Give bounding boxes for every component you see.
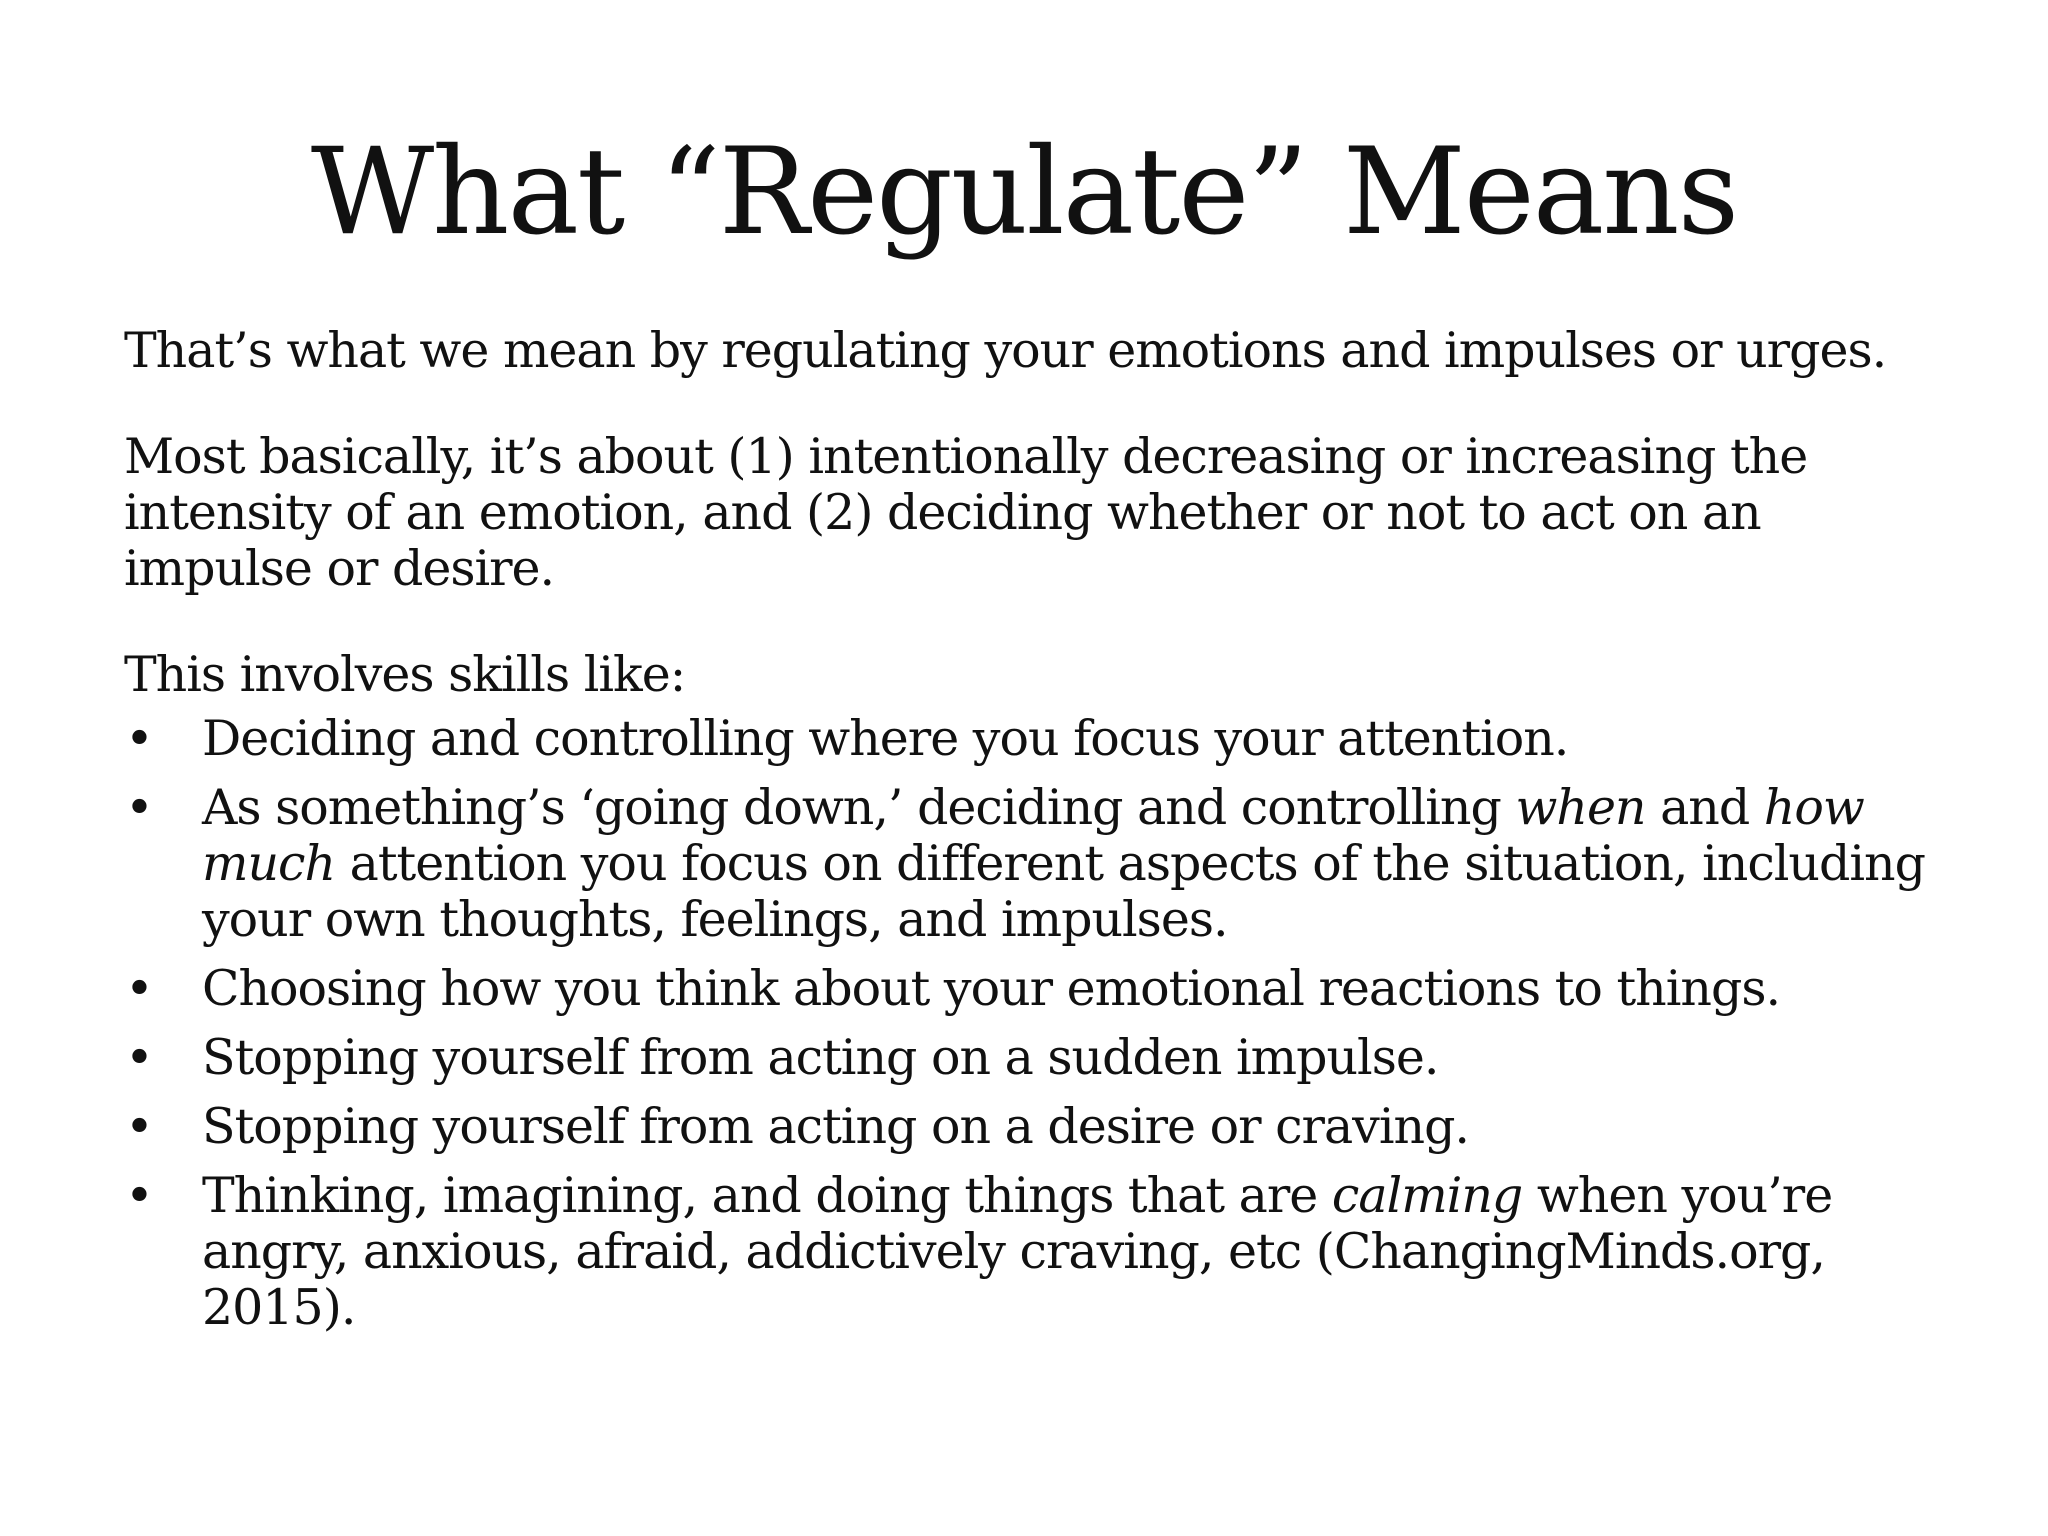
bullet-text: Stopping yourself from acting on a desire or craving.: [202, 1098, 1470, 1155]
bullet-text-part: Thinking, imagining, and doing things that are: [202, 1167, 1332, 1224]
paragraph-definition: That’s what we mean by regulating your emotions and impulses or urges.: [124, 322, 1887, 379]
list-item: [124, 1099, 1954, 1155]
bullet-text: [202, 1167, 1832, 1336]
bullet-text: Stopping yourself from acting on a sudden impulse.: [202, 1029, 1439, 1086]
bullet-text: [202, 779, 1925, 948]
emphasis-how-much: how much: [202, 779, 1864, 892]
bullet-text: Deciding and controlling where you focus your attention.: [202, 710, 1569, 767]
emphasis-when: when: [1515, 779, 1646, 836]
paragraph-basics: Most basically, it’s about (1) intentionally decreasing or increasing the intensity of an emotion, and (2) deciding whether or not to act on an impulse or desire.: [124, 428, 1808, 597]
slide-title: What “Regulate” Means: [310, 123, 1738, 262]
skills-list: [124, 711, 1954, 1336]
bullet-icon: •: [125, 1167, 153, 1224]
bullet-text-part: when you’re angry, anxious, afraid, addictively craving, etc (ChangingMinds.org, 2015).: [202, 1167, 1833, 1336]
list-item: [124, 780, 1954, 948]
bullet-text-part: and: [1645, 779, 1764, 836]
list-item: [124, 1168, 1954, 1336]
bullet-text: Choosing how you think about your emotional reactions to things.: [202, 960, 1781, 1017]
bullet-icon: •: [125, 779, 153, 836]
bullet-icon: •: [125, 1098, 153, 1155]
bullet-text-part: attention you focus on different aspects of the situation, including your own thoughts, feelings, and impulses.: [202, 835, 1925, 948]
list-intro: This involves skills like:: [124, 646, 686, 703]
emphasis-calming: calming: [1331, 1167, 1523, 1224]
bullet-text-part: As something’s ‘going down,’ deciding and controlling: [202, 779, 1516, 836]
list-item: [124, 961, 1954, 1017]
list-item: [124, 1030, 1954, 1086]
bullet-icon: •: [125, 710, 153, 767]
bullet-icon: •: [125, 1029, 153, 1086]
bullet-icon: •: [125, 960, 153, 1017]
list-item: [124, 711, 1954, 767]
slide-body: [124, 323, 1954, 1349]
